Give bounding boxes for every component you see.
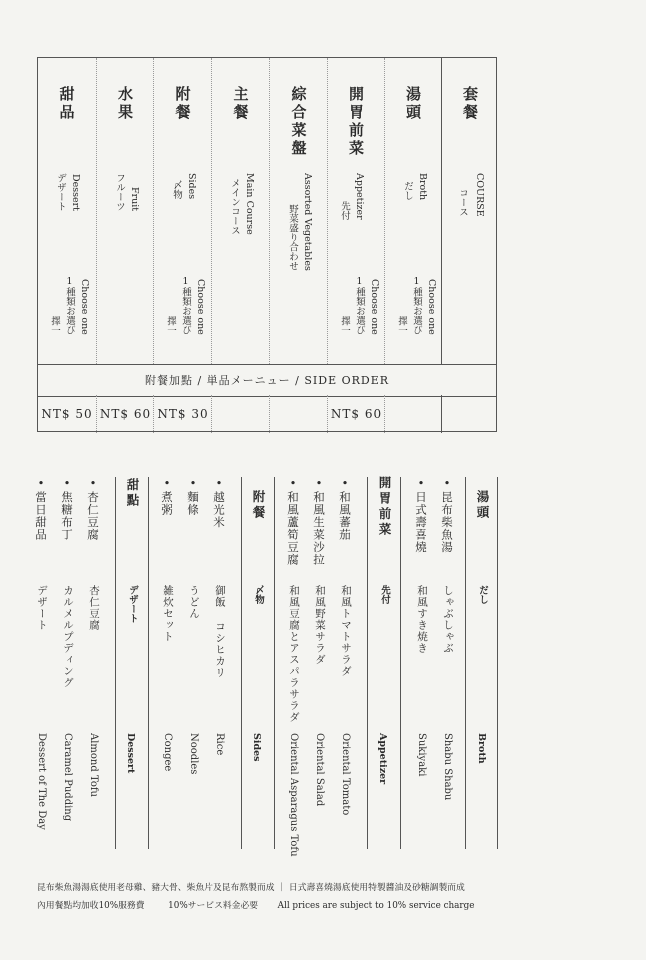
menu-sides-en: Sides xyxy=(251,733,262,762)
menu-broth-item-2-jp: 和風すき焼き xyxy=(416,585,428,654)
course-column-appetizer xyxy=(327,58,385,364)
menu-sides-item-2: •麵條 xyxy=(186,476,200,516)
sides-choose-jp: 1種類お選び xyxy=(180,276,192,335)
vegetables-jp: 野菜盛り合わせ xyxy=(287,204,298,271)
menu-sides-jp: 〆物 xyxy=(253,585,264,604)
menu-broth-item-2: •日式壽喜燒 xyxy=(414,476,428,554)
menu-sides-item-2-jp: うどん xyxy=(188,585,200,620)
menu-dessert-item-2-jp: カルメルプディング xyxy=(62,585,74,689)
appetizer-jp: 先付 xyxy=(339,200,350,220)
menu-dessert-jp: デザート xyxy=(127,585,138,623)
menu-dessert-item-3: •當日甜品 xyxy=(34,476,48,541)
dessert-choose-jp: 1種類お選び xyxy=(64,276,76,335)
appetizer-choose-en: Choose one xyxy=(369,278,381,335)
appetizer-heading: 開胃前菜 xyxy=(347,86,365,158)
price-course-empty xyxy=(441,395,499,433)
course-title-en: COURSE xyxy=(474,173,486,217)
menu-appetizer-item-3-jp: 和風豆腐とアスパラサラダ xyxy=(288,585,300,723)
menu-sides-item-1: •越光米 xyxy=(212,476,226,529)
course-title: 套餐 xyxy=(461,86,479,122)
broth-heading: 湯頭 xyxy=(404,86,422,122)
menu-sides-item-3-en: Congee xyxy=(162,733,173,772)
broth-jp: だし xyxy=(402,181,413,201)
price-main-empty xyxy=(211,395,270,433)
menu-appetizer-item-1-jp: 和風トマトサラダ xyxy=(340,585,352,677)
menu-appetizer-item-1: •和風蕃茄 xyxy=(338,476,352,541)
broth-en: Broth xyxy=(417,173,429,201)
menu-appetizer-item-2-jp: 和風野菜サラダ xyxy=(314,585,326,666)
menu-broth-item-2-en: Sukiyaki xyxy=(416,733,427,777)
service-charge-zh: 內用餐點均加收10%服務費 xyxy=(37,901,145,911)
course-title-jp: コース xyxy=(457,188,468,217)
menu-sides-heading: 附餐 xyxy=(251,490,266,521)
course-column-course xyxy=(441,58,499,364)
menu-appetizer-item-3: •和風蘆筍豆腐 xyxy=(286,476,300,566)
menu-dessert-item-1: •杏仁豆腐 xyxy=(86,476,100,541)
main-jp: メインコース xyxy=(229,177,240,235)
course-column-main xyxy=(211,58,270,364)
menu-broth-item-1: •昆布柴魚湯 xyxy=(440,476,454,554)
menu-broth-heading: 湯頭 xyxy=(475,490,490,521)
price-sides: NT$ 30 xyxy=(153,395,212,433)
vegetables-en: Assorted Vegetables xyxy=(302,173,314,271)
menu-appetizer-item-2: •和風生菜沙拉 xyxy=(312,476,326,566)
rule-sides-left xyxy=(241,477,242,849)
dessert-choose-zh: 擇一 xyxy=(49,315,60,335)
menu-sides-item-1-en: Rice xyxy=(214,733,225,756)
dessert-en: Dessert xyxy=(70,174,82,211)
menu-broth-item-1-jp: しゃぶしゃぶ xyxy=(442,585,454,654)
service-charge-jp: 10%サービス料金必要 xyxy=(168,901,259,911)
footer-service-charge xyxy=(37,898,474,911)
price-fruit: NT$ 60 xyxy=(96,395,154,433)
menu-dessert-item-1-jp: 杏仁豆腐 xyxy=(88,585,100,631)
fruit-en: Fruit xyxy=(129,186,141,211)
vegetables-heading: 綜合菜盤 xyxy=(289,86,308,158)
menu-sides-item-3: •煮粥 xyxy=(160,476,174,516)
main-en: Main Course xyxy=(244,173,256,235)
broth-choose-jp: 1種類お選び xyxy=(411,276,423,335)
service-charge-en: All prices are subject to 10% service charge xyxy=(277,901,475,911)
dessert-heading: 甜品 xyxy=(57,86,76,122)
menu-appetizer-en: Appetizer xyxy=(377,733,388,785)
rule-broth-left xyxy=(465,477,466,849)
menu-appetizer-jp: 先付 xyxy=(379,585,390,604)
rule-appetizer-left xyxy=(367,477,368,849)
appetizer-en: Appetizer xyxy=(354,173,366,220)
menu-appetizer-heading: 開胃前菜 xyxy=(377,476,392,538)
sides-jp: 〆物 xyxy=(171,180,182,200)
menu-sides-item-1-jp: 御飯 コシヒカリ xyxy=(214,585,226,679)
price-appetizer: NT$ 60 xyxy=(327,395,385,433)
menu-dessert-heading: 甜點 xyxy=(125,478,140,509)
menu-dessert-item-3-jp: デザート xyxy=(36,585,48,631)
course-table xyxy=(37,57,497,432)
fruit-jp: フルーツ xyxy=(114,173,125,211)
course-column-sides xyxy=(153,58,212,364)
sides-heading: 附餐 xyxy=(173,86,192,122)
menu-broth-en: Broth xyxy=(476,733,487,764)
rule-sides-right xyxy=(274,477,275,849)
course-column-fruit xyxy=(96,58,154,364)
menu-appetizer-item-2-en: Oriental Salad xyxy=(314,733,325,807)
footer-note-broth: 昆布柴魚湯湯底使用老母雞、豬大骨、柴魚片及昆布熬製而成 ｜ 日式壽喜燒湯底使用特製醬油及砂糖調製而成 xyxy=(37,883,465,893)
dessert-choose-en: Choose one xyxy=(79,278,91,335)
appetizer-choose-zh: 擇一 xyxy=(339,315,350,335)
rule-dessert-right xyxy=(148,477,149,849)
menu-dessert-en: Dessert xyxy=(125,733,136,774)
price-dessert: NT$ 50 xyxy=(41,407,93,421)
menu-broth-jp: だし xyxy=(477,585,488,604)
menu-appetizer-item-1-en: Oriental Tomato xyxy=(340,733,351,816)
sides-choose-en: Choose one xyxy=(195,278,207,335)
sides-choose-zh: 擇一 xyxy=(165,315,176,335)
broth-choose-zh: 擇一 xyxy=(396,315,407,335)
course-column-broth xyxy=(384,58,442,364)
course-column-dessert xyxy=(38,58,96,364)
fruit-heading: 水果 xyxy=(116,86,134,122)
rule-broth-right xyxy=(497,477,498,849)
menu-dessert-item-2: •焦糖布丁 xyxy=(60,476,74,541)
rule-appetizer-right xyxy=(400,477,401,849)
menu-sides-item-2-en: Noodles xyxy=(188,733,199,775)
menu-appetizer-item-3-en: Oriental Asparagus Tofu xyxy=(288,733,299,857)
menu-sides-item-3-jp: 雑炊セット xyxy=(162,585,174,643)
broth-choose-en: Choose one xyxy=(426,278,438,335)
rule-dessert-left xyxy=(115,477,116,849)
menu-dessert-item-1-en: Almond Tofu xyxy=(88,733,99,797)
price-vegetables-empty xyxy=(269,395,328,433)
menu-dessert-item-2-en: Caramel Pudding xyxy=(62,733,73,822)
side-order-label: 附餐加點 / 単品メーニュー / SIDE ORDER xyxy=(38,364,496,397)
dessert-jp: デザート xyxy=(55,173,66,211)
course-column-vegetables xyxy=(269,58,328,364)
main-heading: 主餐 xyxy=(231,86,250,122)
sides-en: Sides xyxy=(186,173,198,200)
price-broth-empty xyxy=(384,395,442,433)
menu-broth-item-1-en: Shabu Shabu xyxy=(442,733,453,801)
menu-dessert-item-3-en: Dessert of The Day xyxy=(36,733,47,830)
appetizer-choose-jp: 1種類お選び xyxy=(354,276,366,335)
